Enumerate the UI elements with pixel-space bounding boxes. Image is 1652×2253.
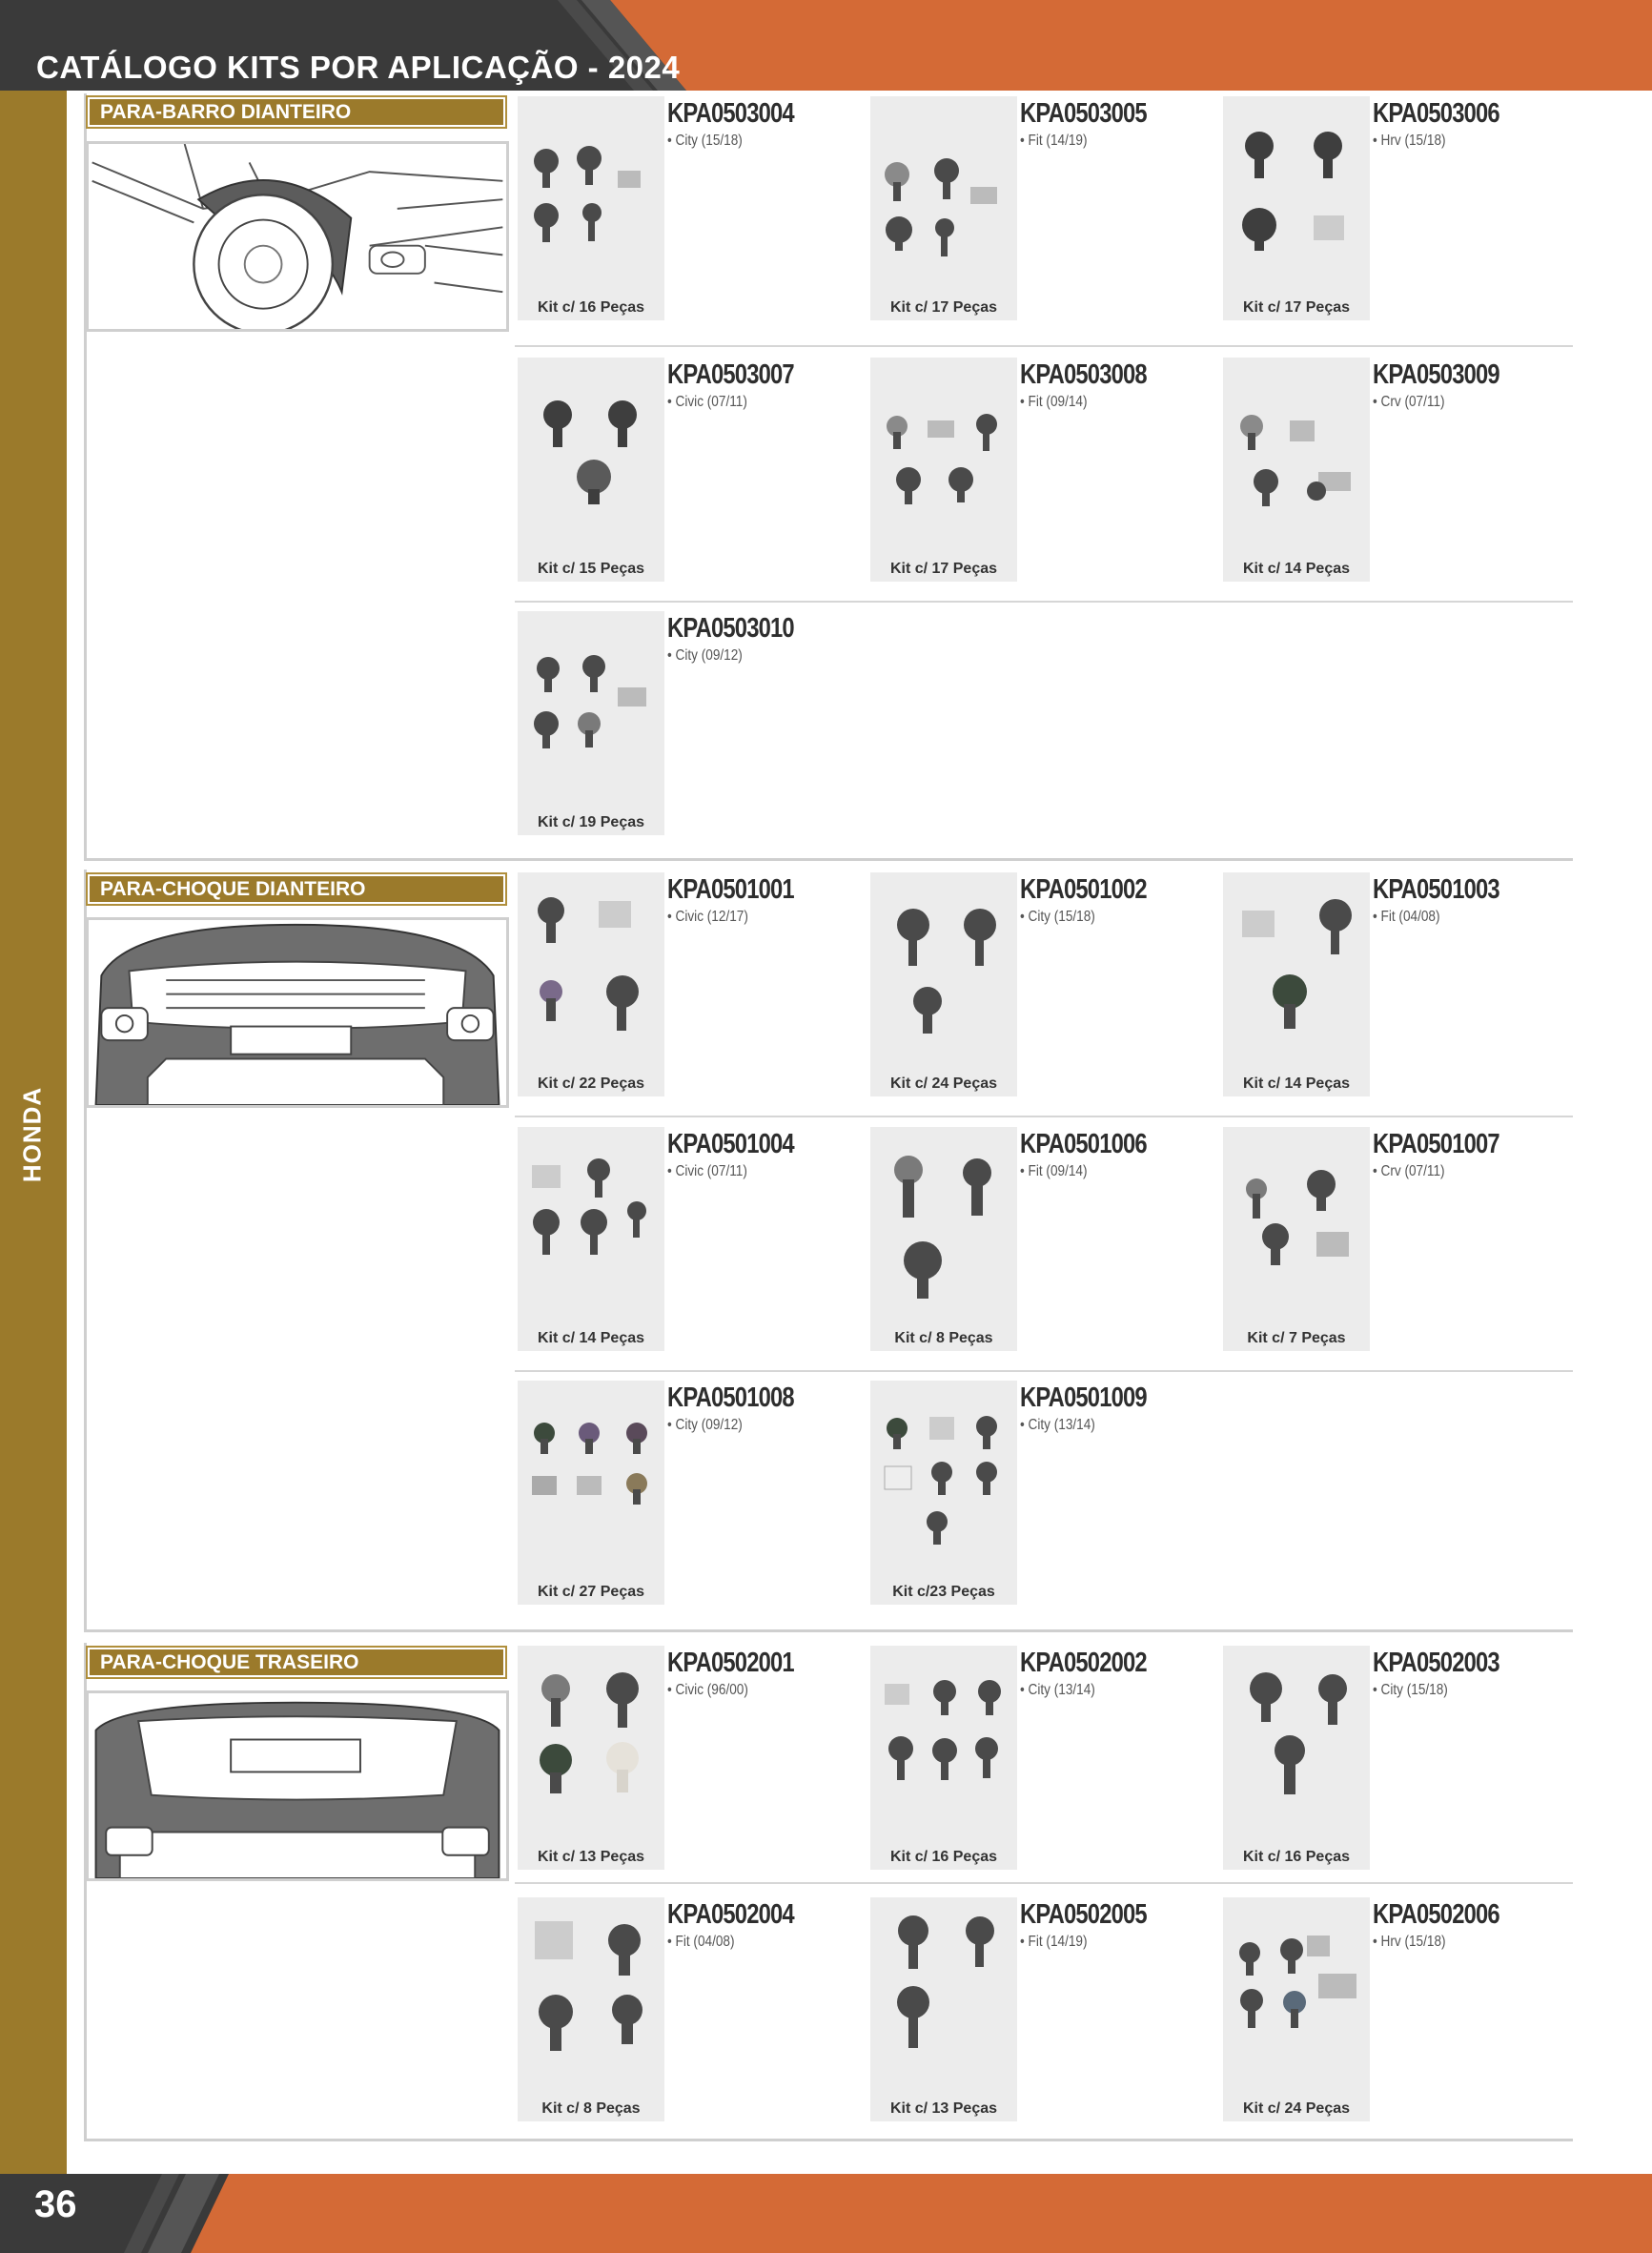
kit-quantity: Kit c/ 24 Peças bbox=[889, 1075, 998, 1092]
product-code: KPA0502003 bbox=[1373, 1648, 1499, 1678]
product-application: • Hrv (15/18) bbox=[1373, 1934, 1446, 1950]
product-image bbox=[1223, 358, 1370, 582]
product-card[interactable] bbox=[1223, 358, 1576, 582]
product-application: • Civic (07/11) bbox=[667, 394, 747, 410]
product-application: • City (09/12) bbox=[667, 647, 743, 664]
product-code: KPA0503004 bbox=[667, 98, 794, 129]
product-card[interactable] bbox=[518, 611, 870, 835]
kit-quantity: Kit c/23 Peças bbox=[892, 1584, 995, 1600]
product-image bbox=[1223, 96, 1370, 320]
product-image bbox=[518, 1646, 664, 1870]
product-card[interactable] bbox=[518, 96, 870, 320]
product-code: KPA0503010 bbox=[667, 613, 794, 644]
product-code: KPA0501004 bbox=[667, 1129, 794, 1159]
kit-quantity: Kit c/ 7 Peças bbox=[1247, 1330, 1346, 1346]
product-card[interactable] bbox=[1223, 96, 1576, 320]
footer-decoration bbox=[0, 2174, 1652, 2253]
brand-label: HONDA bbox=[17, 1086, 47, 1183]
product-code: KPA0503006 bbox=[1373, 98, 1499, 129]
product-code: KPA0501002 bbox=[1020, 874, 1147, 905]
catalog-title: CATÁLOGO KITS POR APLICAÇÃO - 2024 bbox=[36, 50, 681, 85]
page-header bbox=[0, 0, 1652, 91]
product-application: • Fit (14/19) bbox=[1020, 1934, 1088, 1950]
product-application: • Crv (07/11) bbox=[1373, 1163, 1445, 1179]
product-card[interactable] bbox=[870, 1897, 1223, 2121]
kit-quantity: Kit c/ 14 Peças bbox=[1242, 1075, 1351, 1092]
kit-quantity: Kit c/ 14 Peças bbox=[1242, 561, 1351, 577]
product-code: KPA0501006 bbox=[1020, 1129, 1147, 1159]
row-divider bbox=[515, 1882, 1573, 1884]
rear-bumper-illustration bbox=[86, 1690, 509, 1881]
product-code: KPA0501009 bbox=[1020, 1383, 1147, 1413]
kit-quantity: Kit c/ 16 Peças bbox=[889, 1849, 998, 1865]
product-image bbox=[518, 1381, 664, 1605]
section-label: PARA-CHOQUE TRASEIRO bbox=[86, 1646, 507, 1679]
product-image bbox=[1223, 1897, 1370, 2121]
product-card[interactable] bbox=[518, 1127, 870, 1351]
product-image bbox=[870, 1646, 1017, 1870]
kit-quantity: Kit c/ 17 Peças bbox=[1242, 299, 1351, 316]
product-card[interactable] bbox=[1223, 1127, 1576, 1351]
section-label: PARA-BARRO DIANTEIRO bbox=[86, 95, 507, 129]
product-code: KPA0502002 bbox=[1020, 1648, 1147, 1678]
kit-quantity: Kit c/ 17 Peças bbox=[889, 561, 998, 577]
product-application: • Fit (09/14) bbox=[1020, 1163, 1088, 1179]
product-card[interactable] bbox=[870, 1646, 1223, 1870]
product-card[interactable] bbox=[1223, 1646, 1576, 1870]
product-image bbox=[518, 611, 664, 835]
product-image bbox=[870, 1897, 1017, 2121]
product-code: KPA0502001 bbox=[667, 1648, 794, 1678]
product-card[interactable] bbox=[1223, 1897, 1576, 2121]
product-card[interactable] bbox=[518, 358, 870, 582]
product-application: • Fit (04/08) bbox=[667, 1934, 735, 1950]
kit-quantity: Kit c/ 14 Peças bbox=[537, 1330, 645, 1346]
product-application: • Hrv (15/18) bbox=[1373, 133, 1446, 149]
product-card[interactable] bbox=[870, 872, 1223, 1096]
kit-quantity: Kit c/ 19 Peças bbox=[537, 814, 645, 830]
product-image bbox=[518, 96, 664, 320]
kit-quantity: Kit c/ 13 Peças bbox=[889, 2100, 998, 2117]
product-application: • Civic (12/17) bbox=[667, 909, 748, 925]
kit-quantity: Kit c/ 27 Peças bbox=[537, 1584, 645, 1600]
product-card[interactable] bbox=[518, 1646, 870, 1870]
row-divider bbox=[515, 1370, 1573, 1372]
row-divider bbox=[515, 1116, 1573, 1117]
product-application: • City (13/14) bbox=[1020, 1682, 1095, 1698]
product-application: • City (13/14) bbox=[1020, 1417, 1095, 1433]
product-application: • City (15/18) bbox=[1020, 909, 1095, 925]
product-image bbox=[1223, 1646, 1370, 1870]
product-application: • Fit (09/14) bbox=[1020, 394, 1088, 410]
product-application: • City (15/18) bbox=[667, 133, 743, 149]
product-code: KPA0501003 bbox=[1373, 874, 1499, 905]
kit-quantity: Kit c/ 8 Peças bbox=[894, 1330, 993, 1346]
product-card[interactable] bbox=[870, 1381, 1223, 1605]
row-divider bbox=[515, 601, 1573, 603]
page-number: 36 bbox=[34, 2183, 77, 2225]
product-code: KPA0503009 bbox=[1373, 359, 1499, 390]
kit-quantity: Kit c/ 24 Peças bbox=[1242, 2100, 1351, 2117]
product-code: KPA0503005 bbox=[1020, 98, 1147, 129]
product-card[interactable] bbox=[518, 1897, 870, 2121]
row-divider bbox=[515, 345, 1573, 347]
product-image bbox=[870, 96, 1017, 320]
kit-quantity: Kit c/ 16 Peças bbox=[537, 299, 645, 316]
front-bumper-illustration bbox=[86, 917, 509, 1108]
product-code: KPA0502004 bbox=[667, 1899, 794, 1930]
product-image bbox=[518, 358, 664, 582]
product-code: KPA0503007 bbox=[667, 359, 794, 390]
product-application: • Civic (07/11) bbox=[667, 1163, 747, 1179]
page-footer bbox=[0, 2174, 1652, 2253]
product-image bbox=[518, 1897, 664, 2121]
kit-quantity: Kit c/ 22 Peças bbox=[537, 1075, 645, 1092]
product-card[interactable] bbox=[870, 1127, 1223, 1351]
product-image bbox=[518, 872, 664, 1096]
product-card[interactable] bbox=[518, 1381, 870, 1605]
product-image bbox=[1223, 872, 1370, 1096]
product-application: • Civic (96/00) bbox=[667, 1682, 748, 1698]
product-image bbox=[870, 872, 1017, 1096]
section-label: PARA-CHOQUE DIANTEIRO bbox=[86, 872, 507, 906]
product-code: KPA0502005 bbox=[1020, 1899, 1147, 1930]
kit-quantity: Kit c/ 17 Peças bbox=[889, 299, 998, 316]
kit-quantity: Kit c/ 15 Peças bbox=[537, 561, 645, 577]
kit-quantity: Kit c/ 13 Peças bbox=[537, 1849, 645, 1865]
product-card[interactable] bbox=[518, 872, 870, 1096]
product-application: • Fit (04/08) bbox=[1373, 909, 1440, 925]
product-code: KPA0503008 bbox=[1020, 359, 1147, 390]
kit-quantity: Kit c/ 16 Peças bbox=[1242, 1849, 1351, 1865]
product-code: KPA0501008 bbox=[667, 1383, 794, 1413]
product-application: • City (15/18) bbox=[1373, 1682, 1448, 1698]
product-code: KPA0502006 bbox=[1373, 1899, 1499, 1930]
product-application: • City (09/12) bbox=[667, 1417, 743, 1433]
product-card[interactable] bbox=[870, 96, 1223, 320]
product-card[interactable] bbox=[870, 358, 1223, 582]
fender-liner-illustration bbox=[86, 141, 509, 332]
product-image bbox=[1223, 1127, 1370, 1351]
product-card[interactable] bbox=[1223, 872, 1576, 1096]
product-image bbox=[870, 1381, 1017, 1605]
product-application: • Crv (07/11) bbox=[1373, 394, 1445, 410]
kit-quantity: Kit c/ 8 Peças bbox=[541, 2100, 641, 2117]
product-application: • Fit (14/19) bbox=[1020, 133, 1088, 149]
product-image bbox=[870, 1127, 1017, 1351]
product-code: KPA0501007 bbox=[1373, 1129, 1499, 1159]
product-image bbox=[870, 358, 1017, 582]
product-image bbox=[518, 1127, 664, 1351]
product-code: KPA0501001 bbox=[667, 874, 794, 905]
